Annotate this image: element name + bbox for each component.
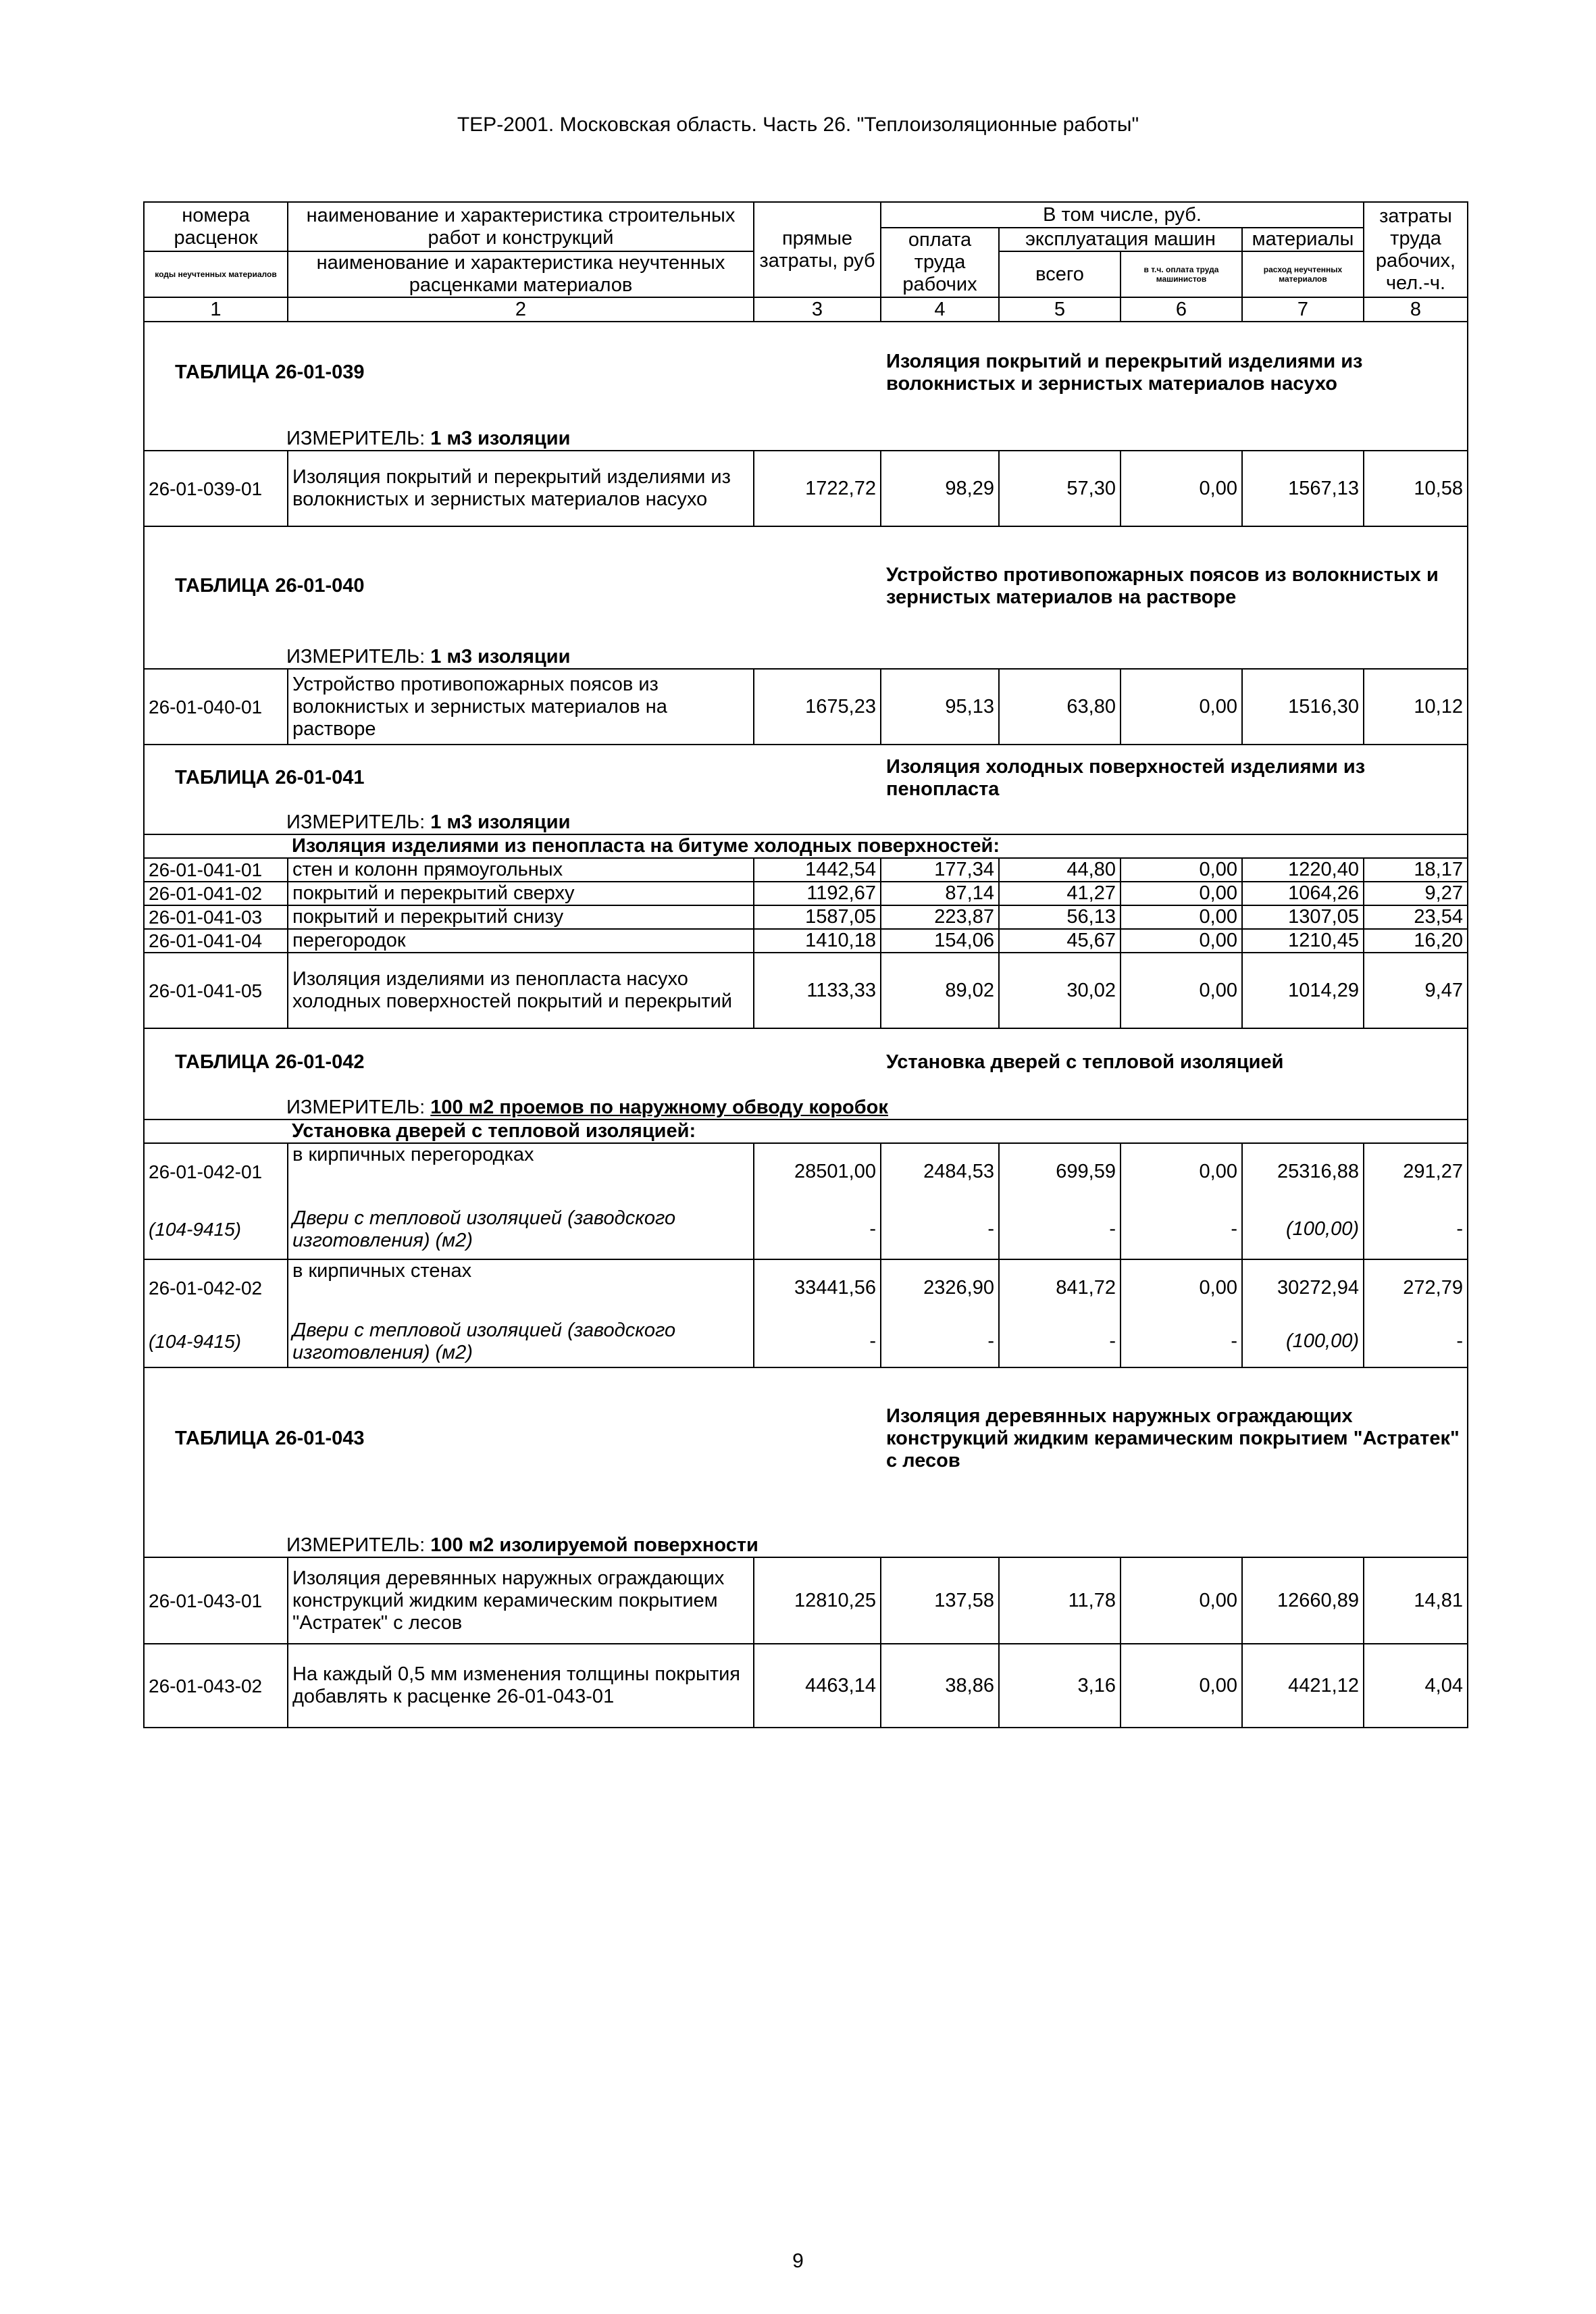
- header-name: наименование и характеристика строительных работ и конструкций: [288, 202, 754, 251]
- header-direct: прямые затраты, руб: [754, 202, 881, 297]
- header-labor: оплата труда рабочих: [881, 228, 999, 297]
- page-number: 9: [792, 2250, 804, 2272]
- group-row: Изоляция изделиями из пенопласта на битуме холодных поверхностей:: [144, 834, 1468, 858]
- measure-row: ИЗМЕРИТЕЛЬ: 1 м3 изоляции: [144, 423, 1468, 451]
- table-row: 26-01-041-02 покрытий и перекрытий сверху 1192,67 87,14 41,27 0,00 1064,26 9,27: [144, 882, 1468, 905]
- table-row: 26-01-039-01 Изоляция покрытий и перекрытий изделиями из волокнистых и зернистых материалов насухо 1722,72 98,29 57,30 0,00 1567,13 10,58: [144, 451, 1468, 526]
- table-row: 26-01-041-03 покрытий и перекрытий снизу 1587,05 223,87 56,13 0,00 1307,05 23,54: [144, 905, 1468, 929]
- table-label: ТАБЛИЦА 26-01-039: [144, 322, 881, 423]
- table-title-row: [144, 1367, 1468, 1509]
- table-title-row: [144, 1028, 1468, 1096]
- header-incl: В том числе, руб.: [881, 202, 1364, 228]
- table-row: 26-01-043-01 Изоляция деревянных наружных ограждающих конструкций жидким керамическим покрытием "Астратек" с лесов 12810,25 137,58 11,78 0,00 12660,89 14,81: [144, 1557, 1468, 1644]
- table-title: Устройство противопожарных поясов из волокнистых и зернистых материалов на растворе: [881, 526, 1468, 645]
- measure-row: ИЗМЕРИТЕЛЬ: 100 м2 проемов по наружному обводу коробок: [144, 1096, 1468, 1120]
- header-mat-name: наименование и характеристика неучтенных расценками материалов: [288, 251, 754, 297]
- page-header: ТЕР-2001. Московская область. Часть 26. "Теплоизоляционные работы": [457, 114, 1139, 136]
- table-row: 26-01-042-02 в кирпичных стенах 33441,56 2326,90 841,72 0,00 30272,94 272,79: [144, 1259, 1468, 1316]
- table-title: Изоляция холодных поверхностей изделиями из пенопласта: [881, 745, 1468, 811]
- header-mat-codes: коды неучтенных материалов: [144, 251, 288, 297]
- table-row: 26-01-043-02 На каждый 0,5 мм изменения толщины покрытия добавлять к расценке 26-01-043-01 4463,14 38,86 3,16 0,00 4421,12 4,04: [144, 1644, 1468, 1728]
- table-title-row: [144, 745, 1468, 811]
- header-mach-labor: в т.ч. оплата труда машинистов: [1121, 251, 1242, 297]
- header-mat-use: расход неучтенных материалов: [1242, 251, 1364, 297]
- table-title: Установка дверей с тепловой изоляцией: [881, 1028, 1468, 1096]
- header-codes: номера расценок: [144, 202, 288, 251]
- material-row: (104-9415) Двери с тепловой изоляцией (заводского изготовления) (м2) - - - - (100,00) -: [144, 1316, 1468, 1367]
- column-numbers: 1 2 3 4 5 6 7 8: [144, 297, 1468, 322]
- header-mach-total: всего: [999, 251, 1121, 297]
- table-title-row: [144, 526, 1468, 645]
- measure-row: ИЗМЕРИТЕЛЬ: 1 м3 изоляции: [144, 811, 1468, 834]
- table-title: Изоляция покрытий и перекрытий изделиями из волокнистых и зернистых материалов насухо: [881, 322, 1468, 423]
- table-row: 26-01-041-04 перегородок 1410,18 154,06 45,67 0,00 1210,45 16,20: [144, 929, 1468, 953]
- header-mat: материалы: [1242, 228, 1364, 251]
- table-row: 26-01-041-01 стен и колонн прямоугольных 1442,54 177,34 44,80 0,00 1220,40 18,17: [144, 858, 1468, 882]
- table-label: ТАБЛИЦА 26-01-041: [144, 745, 881, 811]
- table-title-row: [144, 322, 1468, 423]
- header-hours: затраты труда рабочих, чел.-ч.: [1364, 202, 1468, 297]
- table-row: 26-01-042-01 в кирпичных перегородках 28501,00 2484,53 699,59 0,00 25316,88 291,27: [144, 1143, 1468, 1200]
- table-label: ТАБЛИЦА 26-01-042: [144, 1028, 881, 1096]
- rates-table: [143, 201, 1468, 1728]
- table-title: Изоляция деревянных наружных ограждающих конструкций жидким керамическим покрытием "Астратек" с лесов: [881, 1367, 1468, 1509]
- table-row: 26-01-040-01 Устройство противопожарных поясов из волокнистых и зернистых материалов на растворе 1675,23 95,13 63,80 0,00 1516,30 10,12: [144, 669, 1468, 745]
- group-row: Установка дверей с тепловой изоляцией:: [144, 1120, 1468, 1143]
- measure-row: ИЗМЕРИТЕЛЬ: 100 м2 изолируемой поверхности: [144, 1509, 1468, 1557]
- header-mach: эксплуатация машин: [999, 228, 1242, 251]
- table-row: 26-01-041-05 Изоляция изделиями из пенопласта насухо холодных поверхностей покрытий и перекрытий 1133,33 89,02 30,02 0,00 1014,29 9,47: [144, 953, 1468, 1028]
- measure-row: ИЗМЕРИТЕЛЬ: 1 м3 изоляции: [144, 645, 1468, 669]
- table-label: ТАБЛИЦА 26-01-043: [144, 1367, 881, 1509]
- table-label: ТАБЛИЦА 26-01-040: [144, 526, 881, 645]
- material-row: (104-9415) Двери с тепловой изоляцией (заводского изготовления) (м2) - - - - (100,00) -: [144, 1200, 1468, 1259]
